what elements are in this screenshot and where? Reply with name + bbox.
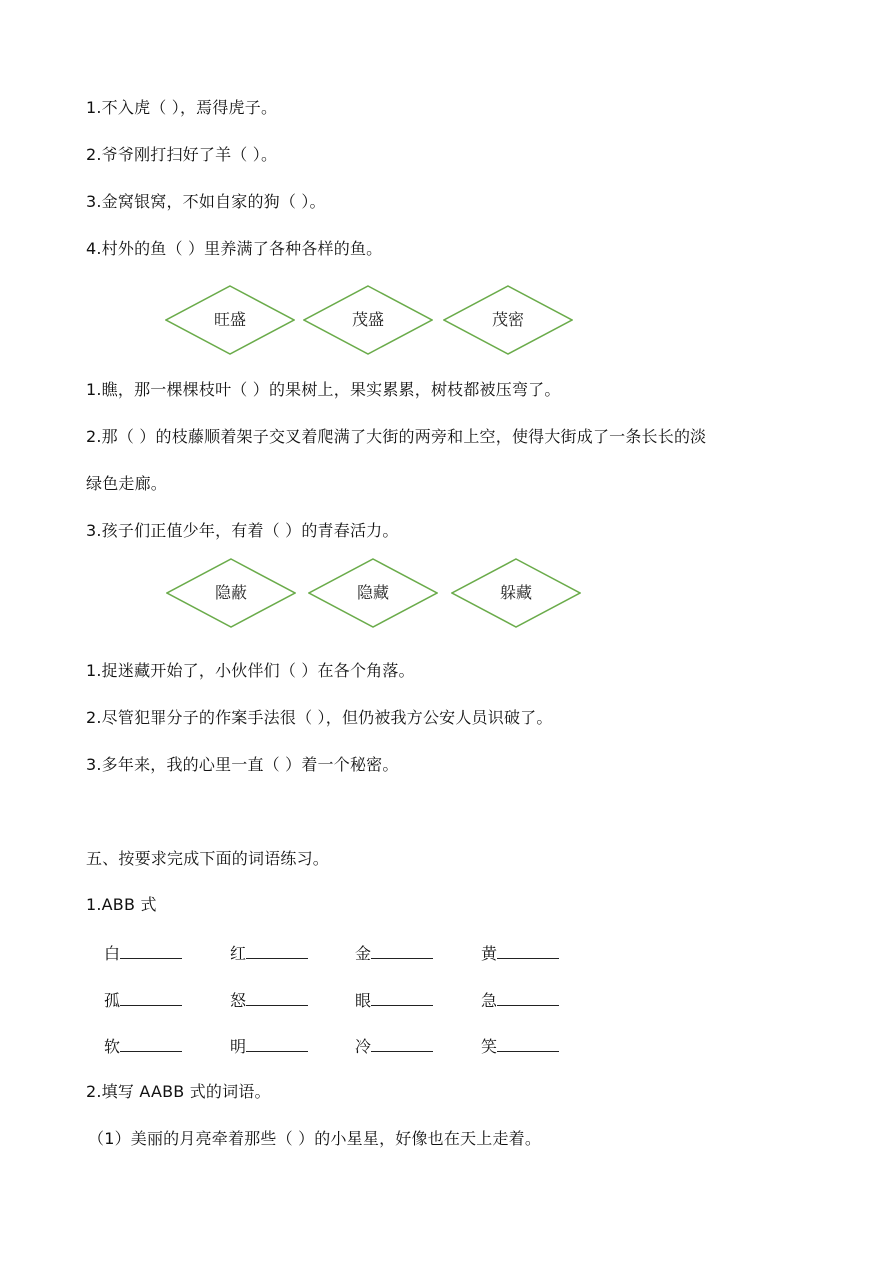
abb-char: 白 bbox=[104, 944, 121, 963]
abb-char: 红 bbox=[230, 944, 247, 963]
word-diamond bbox=[443, 285, 573, 355]
abb-char: 孤 bbox=[104, 991, 121, 1010]
abb-char: 冷 bbox=[355, 1037, 372, 1056]
word-diamond-label: 茂盛 bbox=[351, 310, 384, 329]
sentence-1-2: 2.爷爷刚打扫好了羊（ ）。 bbox=[86, 145, 278, 164]
abb-cell[interactable] bbox=[104, 1035, 182, 1057]
word-diamond-label: 隐藏 bbox=[356, 583, 389, 602]
abb-char: 软 bbox=[104, 1037, 121, 1056]
abb-cell[interactable] bbox=[104, 942, 182, 964]
sentence-1-3: 3.金窝银窝，不如自家的狗（ ）。 bbox=[86, 192, 326, 211]
abb-char: 急 bbox=[481, 991, 498, 1010]
blank-line[interactable] bbox=[497, 989, 559, 1006]
sentence-1-1: 1.不入虎（ ），焉得虎子。 bbox=[86, 98, 278, 117]
sentence-2-2: 2.那（ ）的枝藤顺着架子交叉着爬满了大街的两旁和上空，使得大街成了一条长长的淡 bbox=[86, 427, 707, 446]
blank-line[interactable] bbox=[246, 1035, 308, 1052]
abb-cell[interactable] bbox=[481, 942, 559, 964]
abb-char: 黄 bbox=[481, 944, 498, 963]
blank-line[interactable] bbox=[371, 1035, 433, 1052]
word-diamond-label: 旺盛 bbox=[213, 310, 246, 329]
blank-line[interactable] bbox=[371, 942, 433, 959]
word-diamond bbox=[308, 558, 438, 628]
abb-char: 金 bbox=[355, 944, 372, 963]
sentence-3-1: 1.捉迷藏开始了，小伙伴们（ ）在各个角落。 bbox=[86, 661, 415, 680]
word-diamond bbox=[451, 558, 581, 628]
sentence-2-2-cont: 绿色走廊。 bbox=[86, 474, 168, 493]
abb-cell[interactable] bbox=[104, 989, 182, 1011]
blank-line[interactable] bbox=[246, 942, 308, 959]
word-choice-row-1 bbox=[0, 285, 892, 365]
blank-line[interactable] bbox=[497, 942, 559, 959]
abb-char: 笑 bbox=[481, 1037, 498, 1056]
word-diamond bbox=[166, 558, 296, 628]
word-diamond-label: 茂密 bbox=[491, 310, 524, 329]
abb-cell[interactable] bbox=[355, 1035, 433, 1057]
sentence-1-4: 4.村外的鱼（ ）里养满了各种各样的鱼。 bbox=[86, 239, 383, 258]
aabb-label: 2.填写 AABB 式的词语。 bbox=[86, 1082, 271, 1101]
abb-cell[interactable] bbox=[230, 942, 308, 964]
blank-line[interactable] bbox=[120, 942, 182, 959]
word-diamond-label: 隐蔽 bbox=[214, 583, 247, 602]
section-title: 五、按要求完成下面的词语练习。 bbox=[86, 849, 330, 868]
sentence-3-3: 3.多年来，我的心里一直（ ）着一个秘密。 bbox=[86, 755, 399, 774]
abb-cell[interactable] bbox=[355, 942, 433, 964]
abb-char: 眼 bbox=[355, 991, 372, 1010]
abb-cell[interactable] bbox=[355, 989, 433, 1011]
sentence-2-1: 1.瞧，那一棵棵枝叶（ ）的果树上，果实累累，树枝都被压弯了。 bbox=[86, 380, 561, 399]
blank-line[interactable] bbox=[120, 989, 182, 1006]
word-diamond bbox=[165, 285, 295, 355]
abb-char: 明 bbox=[230, 1037, 247, 1056]
abb-cell[interactable] bbox=[230, 989, 308, 1011]
abb-cell[interactable] bbox=[481, 989, 559, 1011]
sentence-2-3: 3.孩子们正值少年，有着（ ）的青春活力。 bbox=[86, 521, 399, 540]
blank-line[interactable] bbox=[371, 989, 433, 1006]
abb-label: 1.ABB 式 bbox=[86, 895, 157, 914]
word-choice-row-2 bbox=[0, 558, 892, 638]
blank-line[interactable] bbox=[246, 989, 308, 1006]
word-diamond bbox=[303, 285, 433, 355]
word-diamond-label: 躲藏 bbox=[499, 583, 532, 602]
abb-cell[interactable] bbox=[481, 1035, 559, 1057]
blank-line[interactable] bbox=[120, 1035, 182, 1052]
abb-cell[interactable] bbox=[230, 1035, 308, 1057]
aabb-question-1: （1）美丽的月亮牵着那些（ ）的小星星，好像也在天上走着。 bbox=[88, 1129, 542, 1148]
blank-line[interactable] bbox=[497, 1035, 559, 1052]
abb-char: 怒 bbox=[230, 991, 247, 1010]
sentence-3-2: 2.尽管犯罪分子的作案手法很（ ），但仍被我方公安人员识破了。 bbox=[86, 708, 553, 727]
